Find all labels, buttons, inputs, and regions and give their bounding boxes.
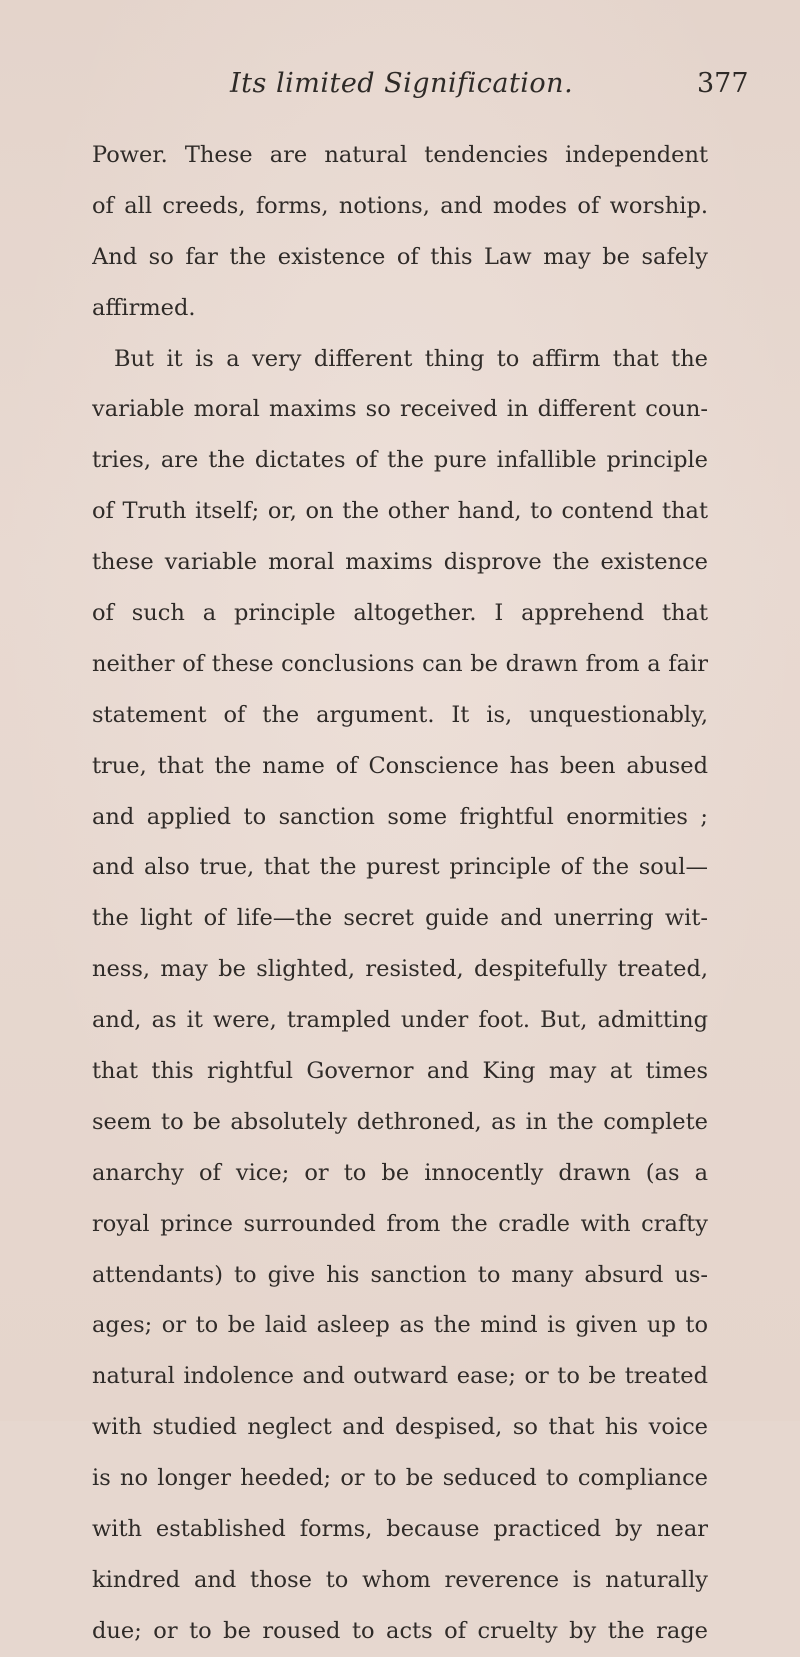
text-line: that this rightful Governor and King may at times	[92, 1058, 708, 1085]
text-line: of Truth itself; or, on the other hand, to contend that	[92, 498, 708, 525]
text-line: these variable moral maxims disprove the existence	[92, 549, 708, 576]
text-line: royal prince surrounded from the cradle with crafty	[92, 1210, 708, 1237]
text-line: tries, are the dictates of the pure infallible principle	[92, 447, 708, 474]
text-line: natural indolence and outward ease; or to be treated	[92, 1363, 708, 1390]
text-line: kindred and those to whom reverence is naturally	[92, 1566, 708, 1593]
text-line: variable moral maxims so received in different coun-	[92, 396, 708, 423]
text-line: neither of these conclusions can be drawn from a fair	[92, 650, 708, 677]
text-line: and, as it were, trampled under foot. But, admitting	[92, 1007, 708, 1034]
text-line: And so far the existence of this Law may be safely	[92, 243, 708, 270]
text-line: and applied to sanction some frightful enormities ;	[92, 803, 708, 830]
text-line: of such a principle altogether. I apprehend that	[92, 600, 708, 627]
body-text	[92, 130, 708, 1657]
text-line: with studied neglect and despised, so that his voice	[92, 1414, 708, 1441]
text-line: of all creeds, forms, notions, and modes of worship.	[92, 192, 708, 219]
text-line: ages; or to be laid asleep as the mind is given up to	[92, 1312, 708, 1339]
text-line: true, that the name of Conscience has been abused	[92, 752, 708, 779]
page-number: 377	[697, 68, 749, 99]
text-line: the light of life—the secret guide and unerring wit-	[92, 905, 708, 932]
text-line: ness, may be slighted, resisted, despitefully treated,	[92, 956, 708, 983]
text-line: But it is a very different thing to affirm that the	[114, 345, 708, 372]
text-line: attendants) to give his sanction to many absurd us-	[92, 1261, 708, 1288]
text-line: is no longer heeded; or to be seduced to compliance	[92, 1465, 708, 1492]
text-line: and also true, that the purest principle of the soul—	[92, 854, 708, 881]
text-line: anarchy of vice; or to be innocently drawn (as a	[92, 1159, 708, 1186]
text-line: due; or to be roused to acts of cruelty by the rage	[92, 1617, 708, 1644]
text-line: with established forms, because practiced by near	[92, 1516, 708, 1543]
text-line: statement of the argument. It is, unquestionably,	[92, 701, 708, 728]
text-line: affirmed.	[92, 294, 196, 321]
page-header	[0, 68, 800, 108]
text-line: seem to be absolutely dethroned, as in the complete	[92, 1108, 708, 1135]
text-line: Power. These are natural tendencies independent	[92, 142, 708, 168]
running-title: Its limited Signification.	[230, 68, 574, 99]
